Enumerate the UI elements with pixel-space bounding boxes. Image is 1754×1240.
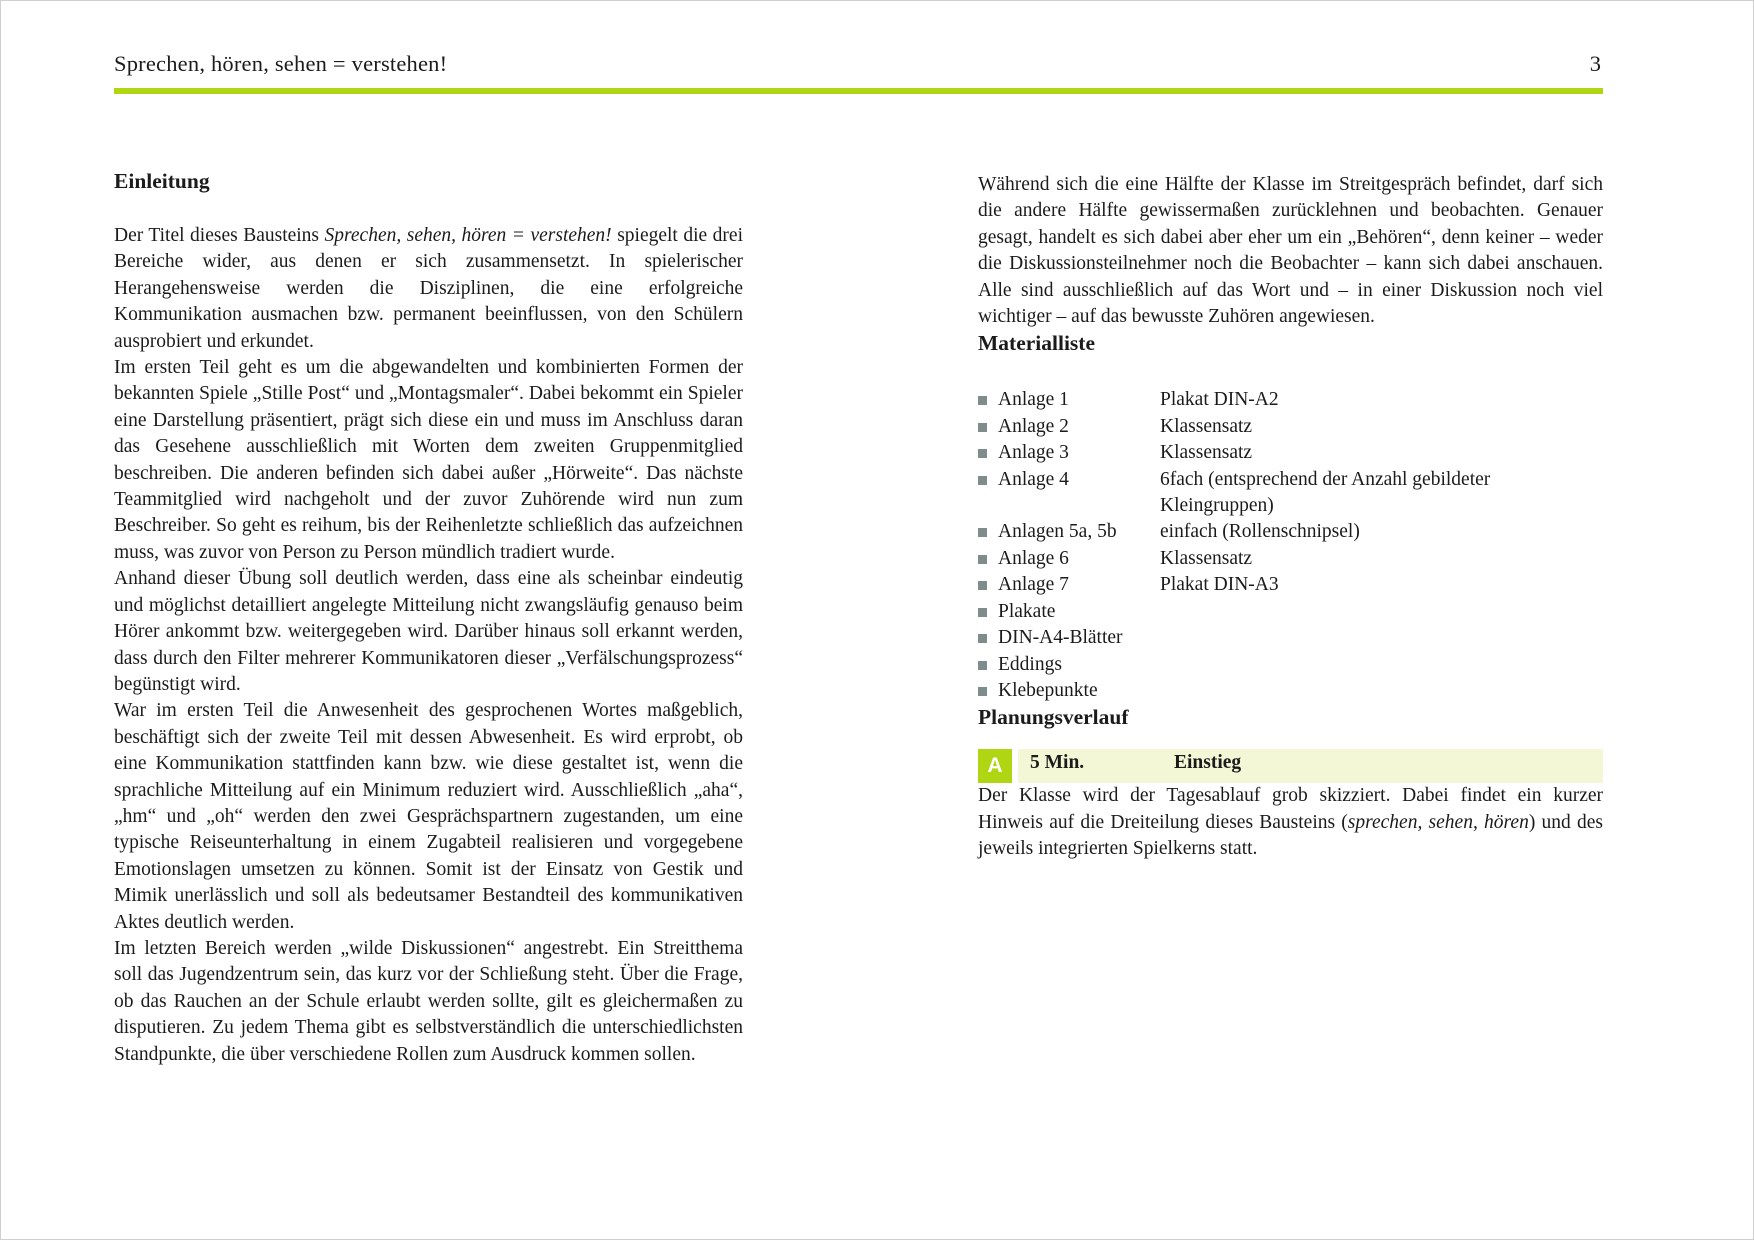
material-label: Anlage 4 (998, 468, 1069, 490)
bullet-square-icon (978, 555, 987, 564)
material-list-item (978, 467, 1603, 520)
plan-step-title: Einstieg (1174, 752, 1242, 774)
material-label: Anlage 6 (998, 547, 1069, 569)
bullet-square-icon (978, 423, 987, 432)
body-paragraph: War im ersten Teil die Anwesenheit des gesprochenen Wortes maßgeblich, beschäftigt sich der zweite Teil mit dessen Abwesenheit. Es wird erprobt, ob eine Kommunikation stattfinden kann bzw. wie diese gestaltet ist, wenn die sprachliche Mitteilung auf ein Minimum reduziert wird. Ausschließlich „aha“, „hm“ und „oh“ werden den zwei Gesprächspartnern zugestanden, um eine typische Reiseunterhaltung in einem Zugabteil realisieren und vorgegebene Emotionslagen umsetzen zu können. Somit ist der Einsatz von Gestik und Mimik unerlässlich und soll als bedeutsamer Bestandteil des kommunikativen Aktes deutlich werden. (114, 700, 743, 933)
material-desc: Klassensatz (1160, 547, 1253, 569)
bullet-square-icon (978, 581, 987, 590)
plan-step-row (978, 749, 1603, 783)
material-label: Anlage 1 (998, 389, 1069, 411)
plan-step-badge: A (978, 749, 1012, 783)
material-list-item (978, 678, 1603, 704)
section-heading-einleitung: Einleitung (114, 169, 210, 193)
material-desc: Klassensatz (1160, 415, 1253, 437)
material-list-item (978, 625, 1603, 651)
page-title: Sprechen, hören, sehen = verstehen! (114, 51, 448, 76)
plan-step-stripe (1018, 749, 1603, 783)
material-list (978, 387, 1603, 704)
material-list-item (978, 599, 1603, 625)
material-label: Klebepunkte (998, 679, 1098, 701)
material-label: Anlage 3 (998, 442, 1069, 464)
material-label: Eddings (998, 653, 1062, 675)
material-list-item (978, 440, 1603, 466)
bullet-square-icon (978, 608, 987, 617)
bullet-square-icon (978, 449, 987, 458)
material-list-item (978, 414, 1603, 440)
material-label: Anlage 2 (998, 415, 1069, 437)
plan-step-duration: 5 Min. (1030, 752, 1085, 774)
right-column (978, 172, 1603, 863)
body-paragraph: Im ersten Teil geht es um die abgewandelten und kombinierten Formen der bekannten Spiele „Stille Post“ und „Montagsmaler“. Dabei bekommt ein Spieler eine Darstellung präsentiert, prägt sich diese ein und muss im Anschluss daran das Gesehene ausschließlich mit Worten dem zweiten Gruppenmitglied beschreiben. Die anderen befinden sich dabei außer „Hörweite“. Das nächste Teammitglied wird nachgeholt und der zuvor Zuhörende wird nun zum Beschreiber. So geht es reihum, bis der Reihenletzte schließlich das aufzeichnen muss, was zuvor von Person zu Person mündlich tradiert wurde. (114, 357, 743, 563)
bullet-square-icon (978, 476, 987, 485)
material-desc: Klassensatz (1160, 442, 1253, 464)
material-desc: 6fach (entsprechend der Anzahl gebildeter Kleingruppen) (1160, 468, 1491, 517)
body-paragraph: Während sich die eine Hälfte der Klasse im Streitgespräch befindet, darf sich die andere Hälfte gewissermaßen zurücklehnen und beobachten. Genauer gesagt, handelt es sich dabei aber eher um ein „Behören“, denn keiner – weder die Diskussionsteilnehmer noch die Beobachter – kann sich dabei anschauen. Alle sind ausschließlich auf das Wort und – in einer Diskussion noch viel wichtiger – auf das bewusste Zuhören angewiesen. (978, 174, 1603, 328)
material-label: Anlagen 5a, 5b (998, 521, 1117, 543)
header-rule-divider (114, 88, 1603, 94)
material-list-item (978, 519, 1603, 545)
material-list-item (978, 546, 1603, 572)
section-heading-materialliste: Materialliste (978, 331, 1096, 356)
material-desc: Plakat DIN-A2 (1160, 389, 1279, 411)
body-paragraph: Im letzten Bereich werden „wilde Diskussionen“ angestrebt. Ein Streitthema soll das Jugendzentrum sein, das kurz vor der Schließung steht. Über die Frage, ob das Rauchen an der Schule erlaubt werden sollte, gilt es gleichermaßen zu disputieren. Zu jedem Thema gibt es selbstverständlich die unterschiedlichsten Standpunkte, die über verschiedene Rollen zum Ausdruck kommen sollen. (114, 937, 743, 1065)
material-label: Plakate (998, 600, 1056, 622)
material-list-item (978, 572, 1603, 598)
page-number: 3 (1589, 51, 1601, 76)
material-label: Anlage 7 (998, 574, 1069, 596)
body-paragraph: Der Klasse wird der Tagesablauf grob skizziert. Dabei findet ein kurzer Hinweis auf die Dreiteilung dieses Bausteins (sprechen, sehen, hören) und des jeweils integrierten Spielkerns statt. (978, 785, 1603, 860)
material-desc: Plakat DIN-A3 (1160, 574, 1279, 596)
bullet-square-icon (978, 661, 987, 670)
body-paragraph: Anhand dieser Übung soll deutlich werden, dass eine als scheinbar eindeutig und möglichst detailliert angelegte Mitteilung nicht zwangsläufig genauso beim Hörer ankommt bzw. weitergegeben wird. Darüber hinaus soll erkannt werden, dass durch den Filter mehrerer Kommunikatoren dieser „Verfälschungsprozess“ begünstigt wird. (114, 568, 743, 695)
material-desc: einfach (Rollenschnipsel) (1160, 521, 1360, 543)
bullet-square-icon (978, 687, 987, 696)
section-heading-planungsverlauf: Planungsverlauf (978, 705, 1129, 730)
body-paragraph: Der Titel dieses Bausteins Sprechen, sehen, hören = verstehen! spiegelt die drei Bereiche wider, aus denen er sich zusammensetzt. In spielerischer Herangehensweise werden die Disziplinen, die eine erfolgreiche Kommunikation ausmachen bzw. permanent beeinflussen, von den Schülern ausprobiert und erkundet. (114, 225, 743, 352)
material-label: DIN-A4-Blätter (998, 627, 1123, 649)
bullet-square-icon (978, 396, 987, 405)
left-column (114, 168, 743, 1068)
material-list-item (978, 387, 1603, 413)
bullet-square-icon (978, 634, 987, 643)
bullet-square-icon (978, 528, 987, 537)
material-list-item (978, 652, 1603, 678)
